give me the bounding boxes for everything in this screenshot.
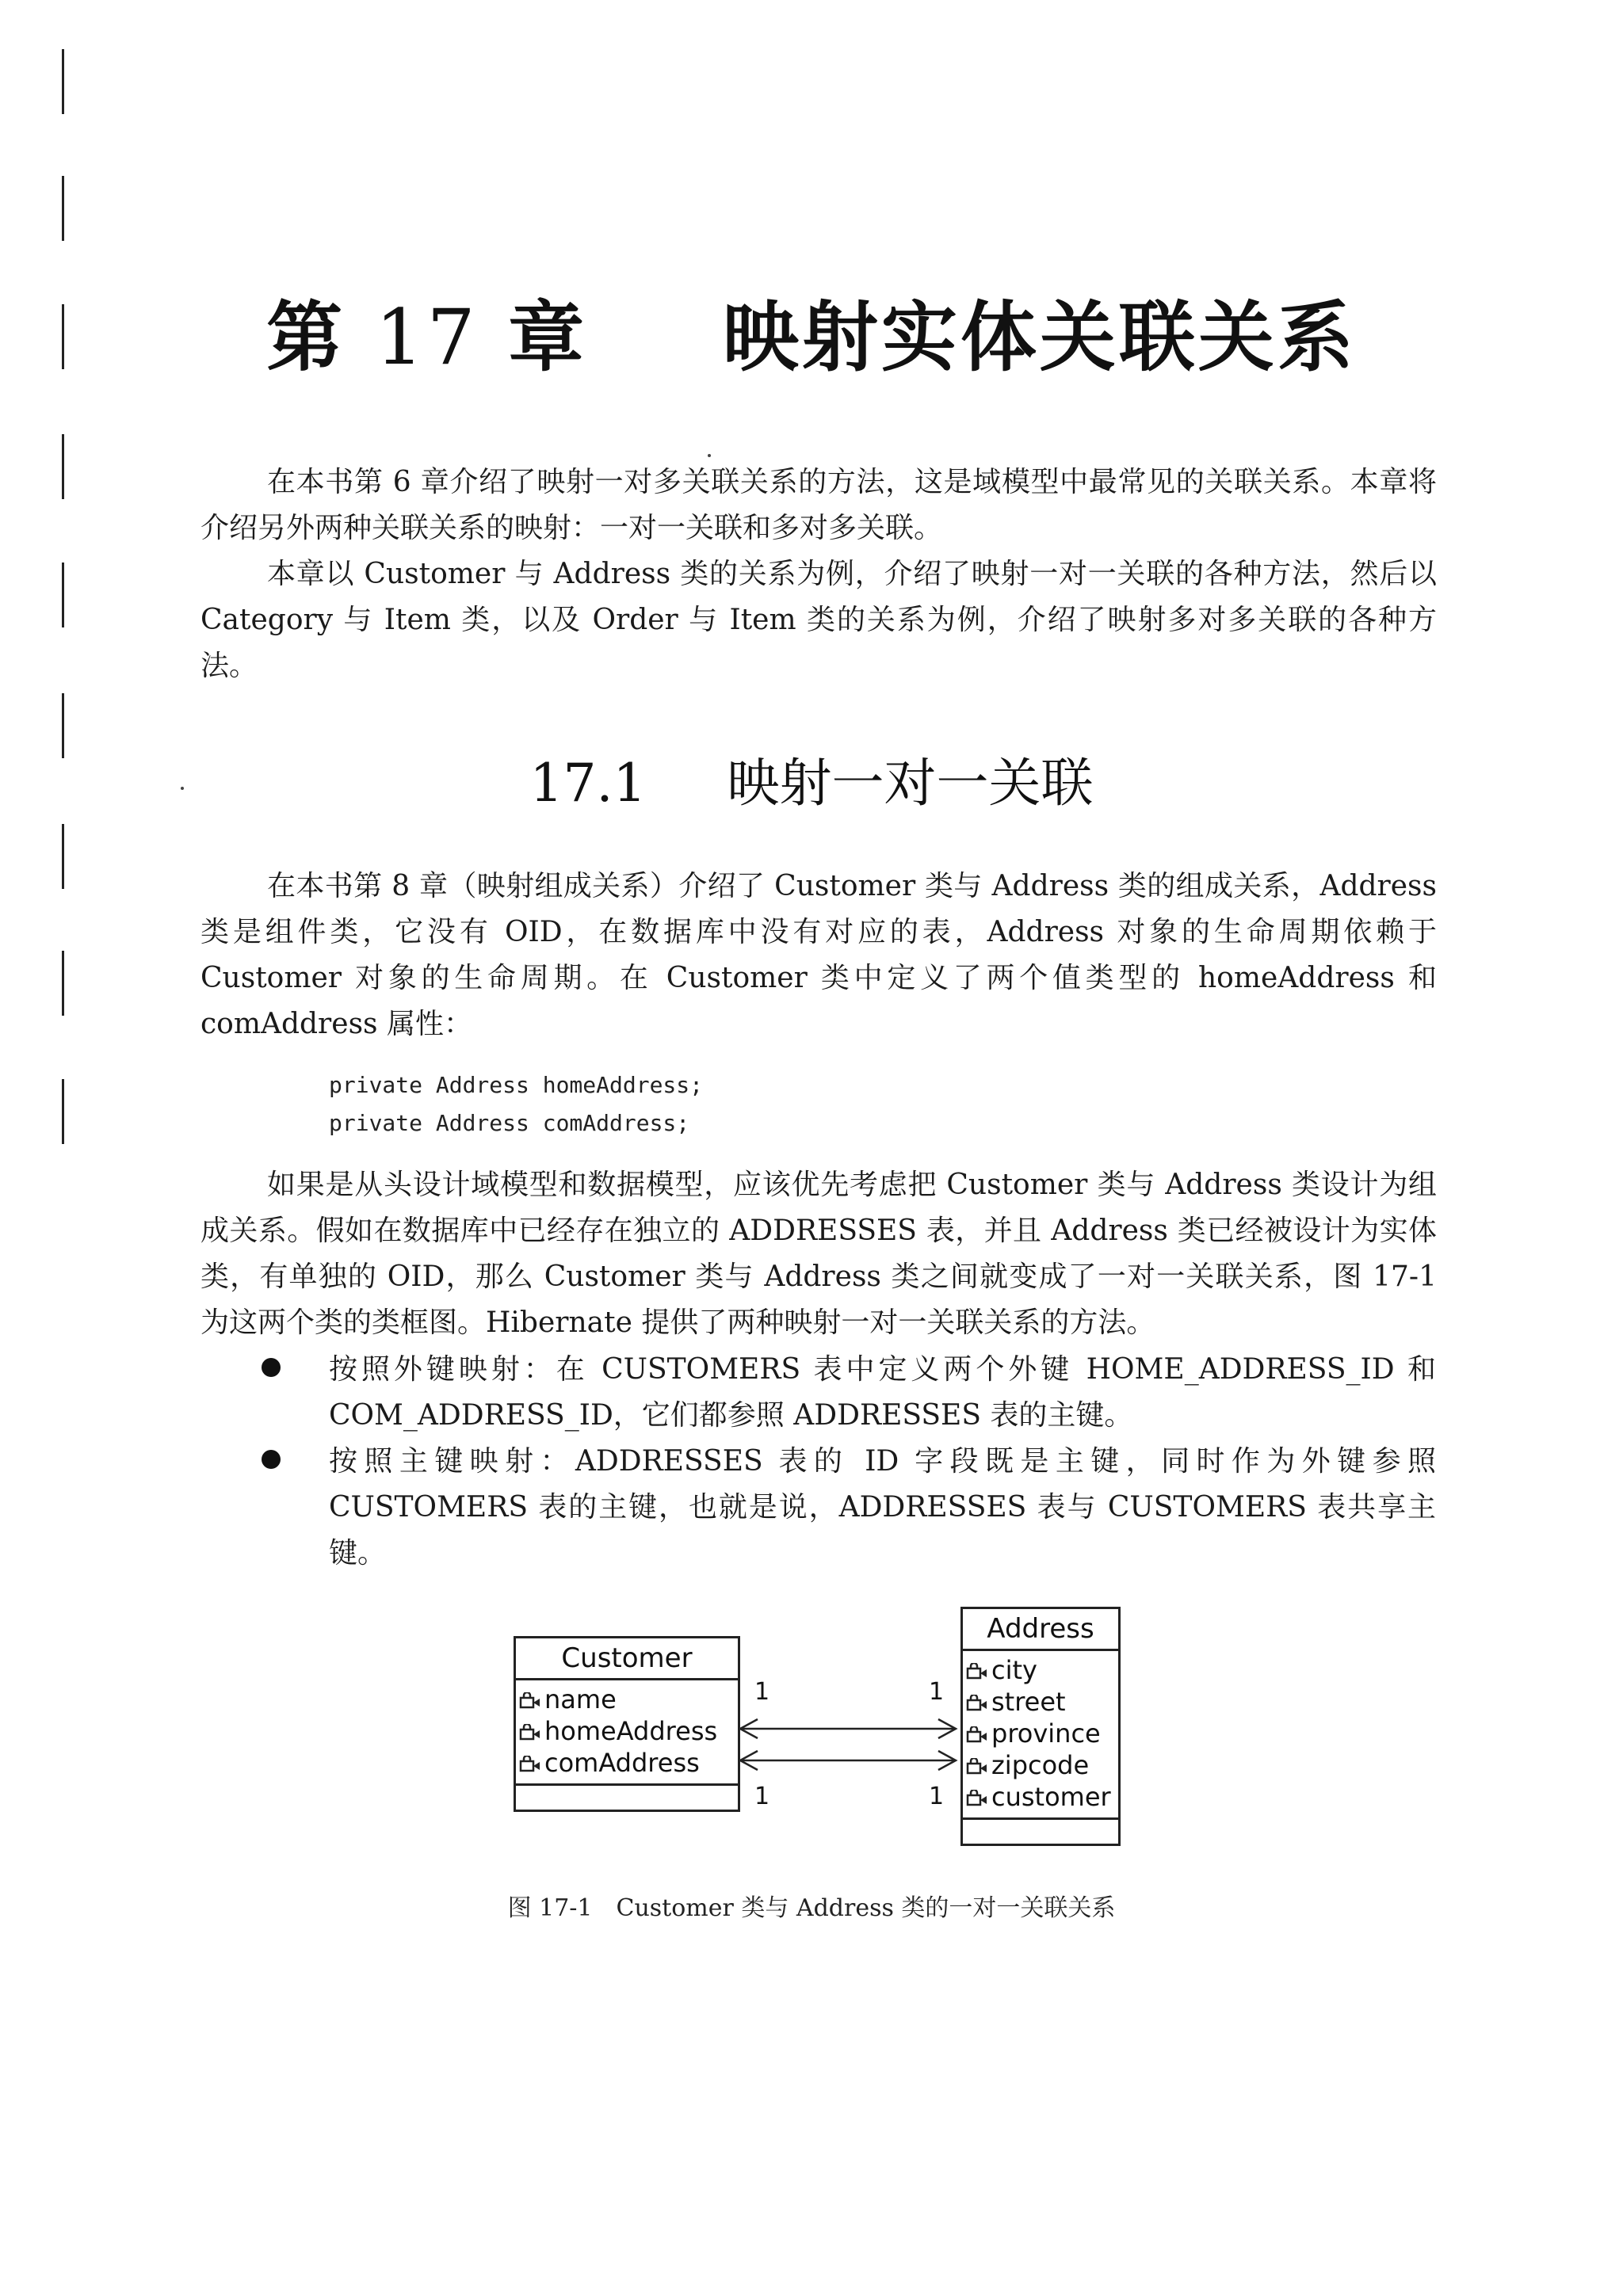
attribute-row: customer [966, 1781, 1118, 1813]
multiplicity-label: 1 [929, 1678, 945, 1706]
customer-class-name: Customer [516, 1638, 738, 1680]
body-paragraph-2: 如果是从头设计域模型和数据模型，应该优先考虑把 Customer 类与 Address 类设计为组成关系。假如在数据库中已经存在独立的 ADDRESSES 表，并且 Address 类已经被设计为实体类，有单独的 OID，那么 Customer 类与 Address 类之间就变成了一对一关联关系，图 17-1 为这两个类的类框图。Hibernate 提供了两种映射一对一关联关系的方法。 [200, 1169, 1437, 1339]
multiplicity-label: 1 [754, 1678, 770, 1706]
chapter-unit: 章 [508, 293, 588, 382]
bullet-text: 按照主键映射：ADDRESSES 表的 ID 字段既是主键，同时作为外键参照 CUSTOMERS 表的主键，也就是说，ADDRESSES 表与 CUSTOMERS 表共享主键。 [329, 1445, 1436, 1569]
figure-label: 图 17-1 [507, 1894, 593, 1922]
intro-paragraph-2: 本章以 Customer 与 Address 类的关系为例，介绍了映射一对一关联的各种方法，然后以 Category 与 Item 类，以及 Order 与 Item 类的关系为例，介绍了映射多对多关联的各种方法。 [200, 558, 1437, 682]
figure-caption [0, 1888, 1623, 1923]
multiplicity-label: 1 [929, 1783, 945, 1810]
section-name: 映射一对一关联 [727, 753, 1094, 814]
attribute-row: zipcode [966, 1749, 1118, 1781]
section-number: 17.1 [529, 753, 647, 814]
attribute-row: homeAddress [519, 1715, 738, 1747]
address-class-name: Address [963, 1609, 1118, 1651]
body-paragraph-1: 在本书第 8 章（映射组成关系）介绍了 Customer 类与 Address 类的组成关系，Address 类是组件类，它没有 OID，在数据库中没有对应的表，Address 对象的生命周期依赖于 Customer 对象的生命周期。在 Customer 类中定义了两个值类型的 homeAddress 和 comAddress 属性： [200, 870, 1437, 1040]
code-line-1: private Address homeAddress; [329, 1072, 704, 1098]
attribute-row: name [519, 1684, 738, 1715]
chapter-label: 第 [266, 293, 346, 382]
multiplicity-label: 1 [754, 1783, 770, 1810]
attribute-row: province [966, 1718, 1118, 1749]
chapter-name: 映射实体关联关系 [722, 293, 1357, 382]
figure-caption-text: Customer 类与 Address 类的一对一关联关系 [616, 1894, 1116, 1922]
bullet-text: 按照外键映射：在 CUSTOMERS 表中定义两个外键 HOME_ADDRESS_ID 和 COM_ADDRESS_ID，它们都参照 ADDRESSES 表的主键。 [329, 1353, 1436, 1432]
attribute-row: comAddress [519, 1747, 738, 1779]
code-line-2: private Address comAddress; [329, 1110, 690, 1136]
chapter-number: 17 [375, 293, 479, 382]
attribute-row: street [966, 1686, 1118, 1718]
attribute-row: city [966, 1654, 1118, 1686]
intro-paragraph-1: 在本书第 6 章介绍了映射一对多关联关系的方法，这是域模型中最常见的关联关系。本章将介绍另外两种关联关系的映射：一对一关联和多对多关联。 [200, 466, 1437, 544]
